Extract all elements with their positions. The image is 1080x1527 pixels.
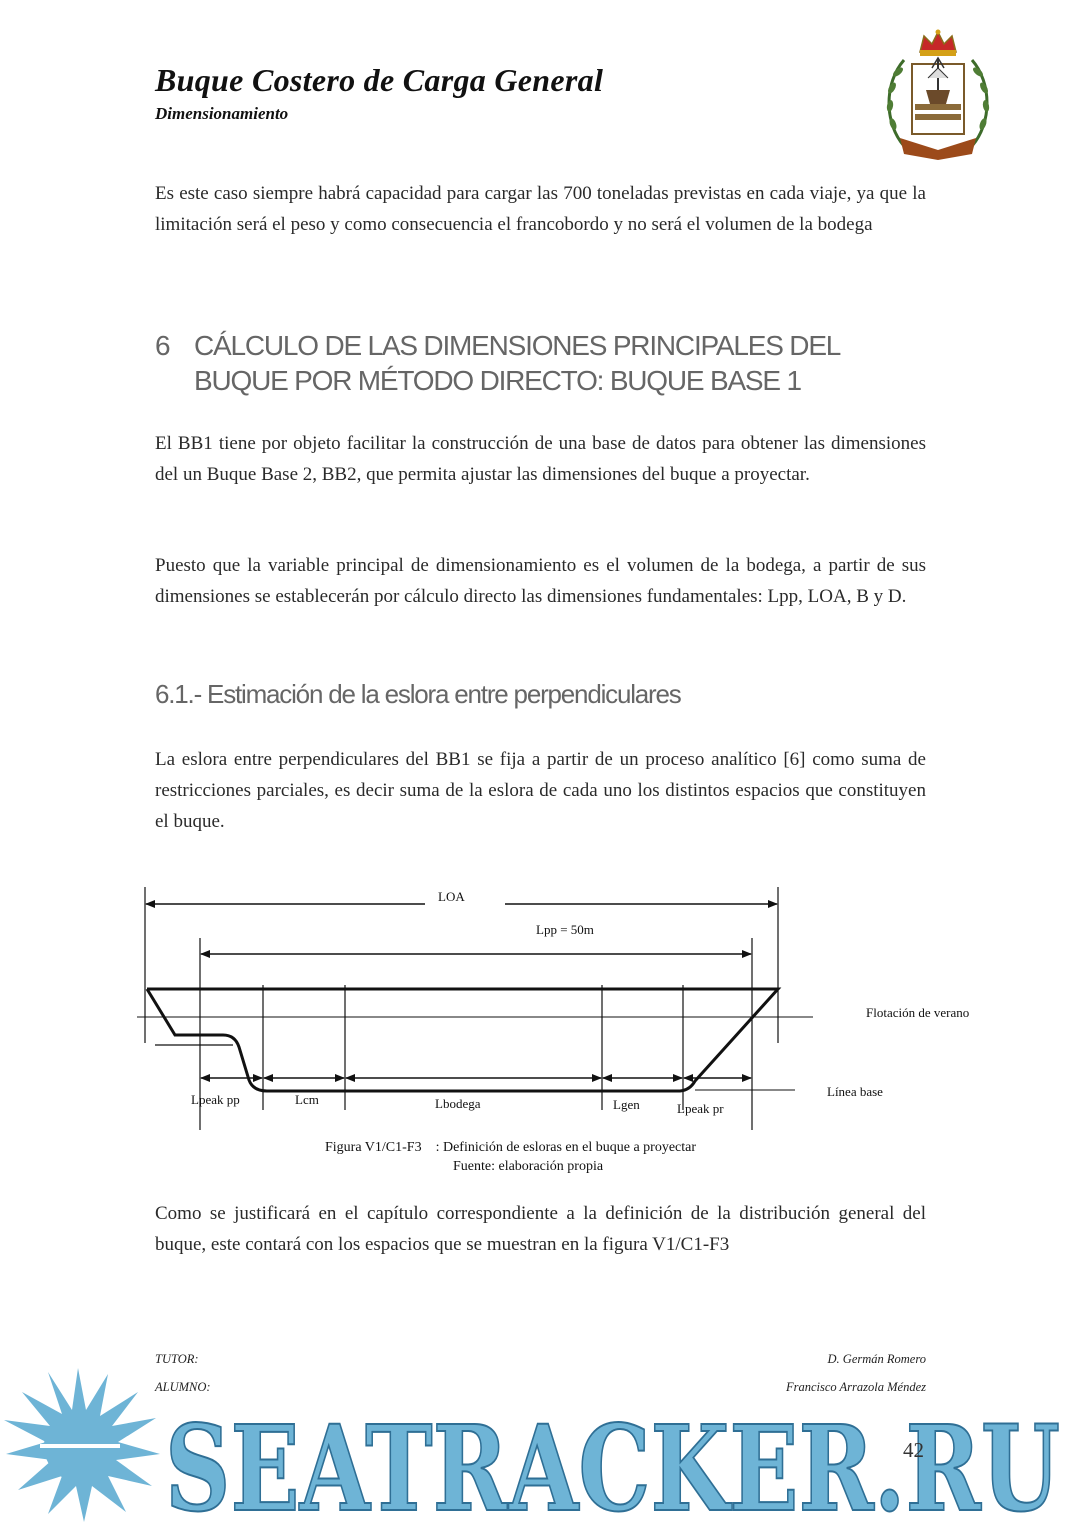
eslora-paragraph: La eslora entre perpendiculares del BB1 se fija a partir de un proceso analítico [6] como suma de restricciones parciales, es decir suma de la eslora de cada uno los distintos espacios que constituyen el buque.: [155, 749, 926, 832]
document-title: Buque Costero de Carga General: [155, 62, 604, 98]
crest-logo-icon: [882, 28, 994, 160]
section-title: CÁLCULO DE LAS DIMENSIONES PRINCIPALES DEL BUQUE POR MÉTODO DIRECTO: BUQUE BASE 1: [194, 330, 840, 396]
lpeak-pr-label: Lpeak pr: [677, 1101, 724, 1116]
alumno-label: ALUMNO:: [155, 1380, 211, 1394]
eslora-diagram: [135, 875, 995, 1135]
tutor-name: D. Germán Romero: [827, 1352, 926, 1366]
section-number: 6: [155, 330, 170, 361]
variable-paragraph: Puesto que la variable principal de dimensionamiento es el volumen de la bodega, a partir de sus dimensiones se establecerán por cálculo directo las dimensiones fundamentales: Lpp, LOA, B y D.: [155, 555, 926, 607]
lbodega-label: Lbodega: [435, 1096, 481, 1111]
lcm-label: Lcm: [295, 1092, 319, 1107]
lgen-label: Lgen: [613, 1097, 640, 1112]
sun-logo-icon: [4, 1368, 160, 1522]
figure-source: Fuente: elaboración propia: [453, 1159, 604, 1174]
watermark-text: SEATRACKER.RU: [165, 1399, 1060, 1527]
alumno-name: Francisco Arrazola Méndez: [785, 1380, 926, 1394]
bb1-paragraph: El BB1 tiene por objeto facilitar la construcción de una base de datos para obtener las dimensiones del un Buque Base 2, BB2, que permita ajustar las dimensiones del buque a proyectar.: [155, 433, 926, 485]
subsection-heading: 6.1.- Estimación de la eslora entre perpendiculares: [155, 679, 681, 709]
closing-paragraph: Como se justificará en el capítulo correspondiente a la definición de la distribución general del buque, este contará con los espacios que se muestran en la figura V1/C1-F3: [155, 1203, 926, 1255]
linea-base-label: Línea base: [827, 1084, 883, 1099]
flotacion-label: Flotación de verano: [866, 1005, 970, 1020]
lpeak-pp-label: Lpeak pp: [191, 1092, 240, 1107]
lpp-label: Lpp = 50m: [536, 922, 594, 937]
intro-paragraph: Es este caso siempre habrá capacidad para cargar las 700 toneladas previstas en cada viaje, ya que la limitación será el peso y como consecuencia el francobordo y no será el volumen de la bodega: [155, 183, 926, 235]
document-subtitle: Dimensionamiento: [155, 104, 289, 123]
figure-caption: Figura V1/C1-F3 : Definición de esloras en el buque a proyectar: [325, 1140, 697, 1155]
tutor-label: TUTOR:: [155, 1352, 199, 1366]
page-number: 42: [903, 1438, 924, 1462]
loa-label: LOA: [438, 889, 465, 904]
section-heading: [155, 328, 935, 398]
